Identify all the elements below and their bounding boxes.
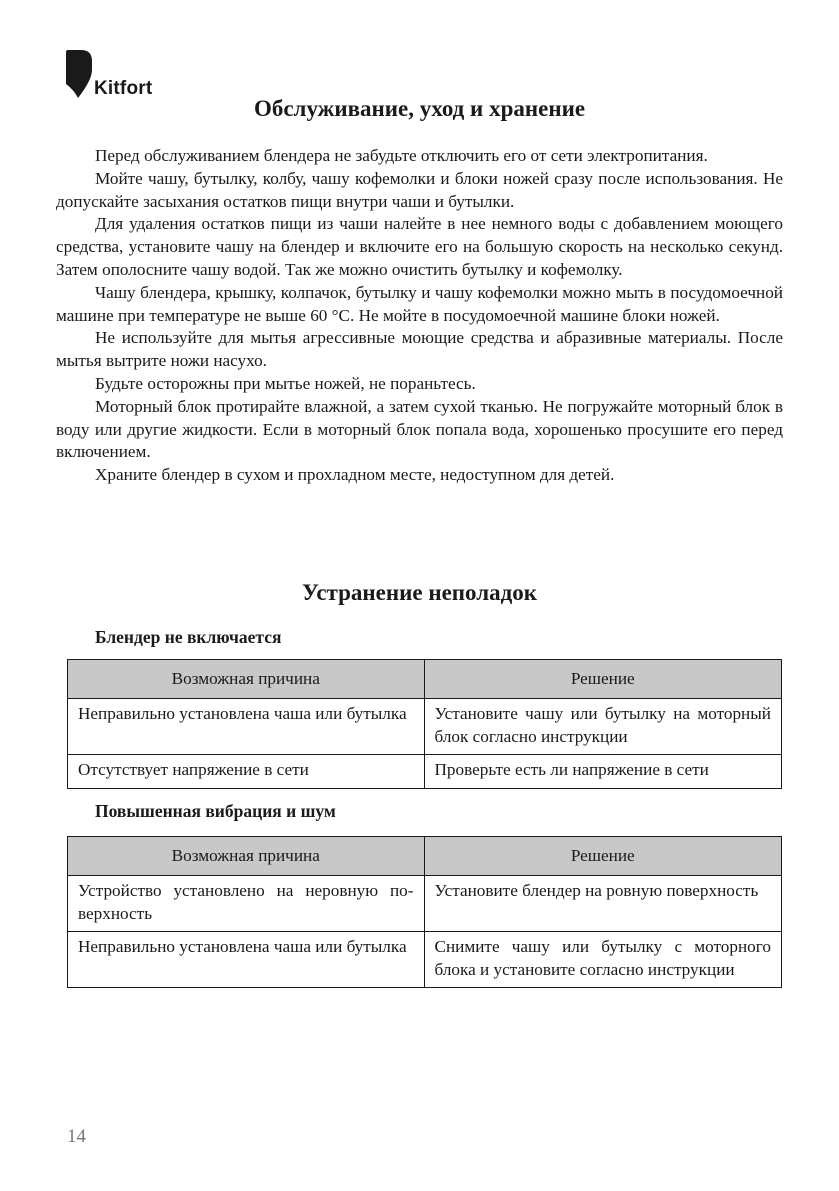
care-paragraph: Не используйте для мытья агрессивные моющие средства и абразивные материалы. После мытья вытрите ножи насухо. [56, 328, 783, 371]
troubleshooting-title: Устранение неполадок [301, 580, 538, 605]
table-row [68, 876, 782, 932]
table-row [68, 932, 782, 988]
solution-cell: Снимите чашу или бутылку с моторного блока и установите согласно инструкции [424, 932, 782, 988]
brand-logo [66, 50, 166, 102]
solution-cell: Установите чашу или бутылку на моторный блок согласно инструкции [424, 699, 782, 755]
cause-cell: Неправильно установлена чаша или бутылка [68, 932, 425, 988]
care-paragraph: Будьте осторожны при мытье ножей, не пораньтесь. [95, 373, 476, 393]
problem-title-vibration: Повышенная вибрация и шум [95, 801, 336, 821]
care-paragraph: Для удаления остатков пищи из чаши налейте в нее немного воды с добавлением моющего средства, установите чашу на блендер и включите его на большую скорость на несколько секунд. Затем ополосните чашу водой. Так же можно очистить бутылку и кофемолку. [56, 214, 783, 279]
care-paragraph: Чашу блендера, крышку, колпачок, бутылку и чашу кофемолки можно мыть в посудомоечной машине при температуре не выше 60 °С. Не мойте в посудомоечной машине блоки ножей. [56, 282, 783, 325]
solution-column-header: Решение [424, 837, 782, 876]
care-paragraph: Моторный блок протирайте влажной, а затем сухой тканью. Не погружайте моторный блок в воду или другие жидкости. Если в моторный блок попала вода, хорошенько просушите его перед включением. [56, 396, 783, 462]
table-row [68, 755, 782, 789]
cause-cell: Устройство установлено на неровную поверхность [68, 876, 425, 932]
cause-cell: Неправильно установлена чаша или бутылка [68, 699, 425, 755]
logo-wordmark: Kitfort [94, 78, 153, 99]
troubleshooting-table-no-start [67, 659, 782, 789]
care-paragraph: Мойте чашу, бутылку, колбу, чашу кофемолки и блоки ножей сразу после использования. Не допускайте засыхания остатков пищи внутри чаши и бутылки. [56, 168, 783, 211]
cause-cell: Отсутствует напряжение в сети [68, 755, 425, 789]
problem-title-no-start: Блендер не включается [95, 627, 282, 647]
care-paragraph: Храните блендер в сухом и прохладном месте, недоступном для детей. [95, 465, 615, 485]
care-paragraph: Перед обслуживанием блендера не забудьте отключить его от сети электропитания. [95, 146, 708, 165]
cause-column-header: Возможная причина [68, 837, 425, 876]
care-instructions [56, 145, 783, 487]
care-section-title: Обслуживание, уход и хранение [253, 96, 586, 121]
table-row [68, 699, 782, 755]
troubleshooting-table-vibration [67, 836, 782, 988]
solution-cell: Установите блендер на ровную поверхность [424, 876, 782, 932]
page-number: 14 [67, 1126, 86, 1147]
kitfort-logo-icon [66, 50, 92, 98]
solution-cell: Проверьте есть ли напряжение в сети [424, 755, 782, 789]
table-header-row [68, 660, 782, 699]
solution-column-header: Решение [424, 660, 782, 699]
cause-column-header: Возможная причина [68, 660, 425, 699]
table-header-row [68, 837, 782, 876]
